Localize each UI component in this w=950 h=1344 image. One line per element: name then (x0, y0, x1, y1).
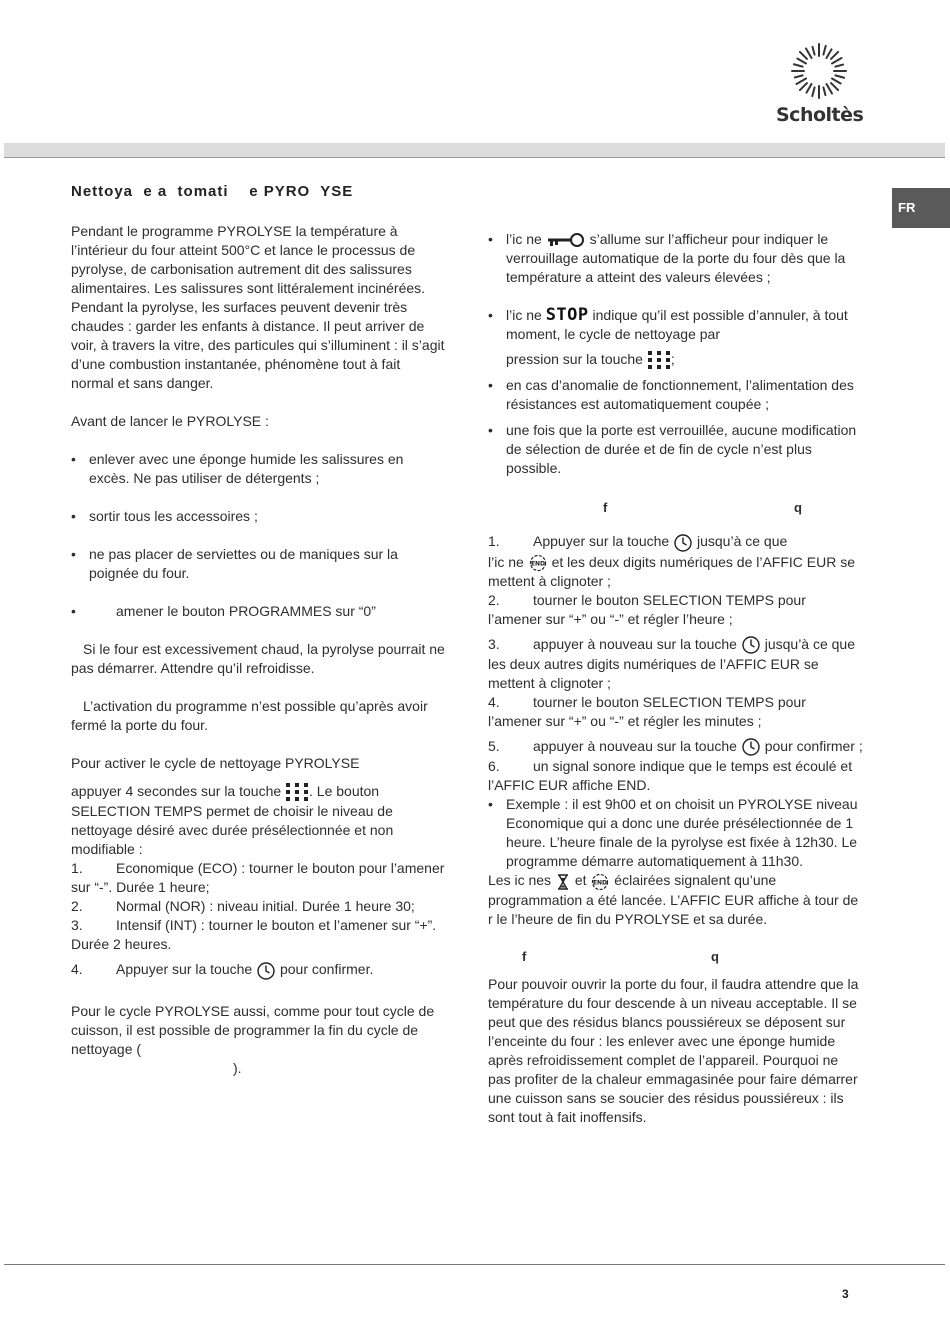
brand-logo (776, 40, 862, 130)
end-clock-icon (528, 554, 548, 572)
step-text: et les deux digits numériques de l’AFFIC EUR se mettent à clignoter ; (488, 553, 856, 589)
header-bar (4, 143, 945, 158)
step-text: un signal sonore indique que le temps est écoulé et l’AFFIC EUR affiche END. (488, 758, 853, 794)
bullet-item: • sortir tous les accessoires ; (71, 507, 446, 526)
program-paragraph: Pour le cycle PYROLYSE aussi, comme pour tout cycle de cuisson, il est possible de programmer la fin du cycle de nettoyage ( (71, 1002, 435, 1057)
language-tab: FR (892, 188, 950, 228)
step-item (488, 635, 863, 693)
activate-heading: Pour activer le cycle de nettoyage PYROLYSE (71, 755, 360, 771)
step-number: 4. (488, 694, 500, 711)
subheading (488, 947, 863, 966)
intro-paragraph: Pendant le programme PYROLYSE la température à l’intérieur du four atteint 500°C et lance le processus de pyrolyse, de carbonisation autrement dit des salissures alimentaires. Les salissures sont littéralement incinérées. (71, 223, 426, 296)
step-number: 1. (488, 533, 500, 550)
subheading-fragment: f (522, 948, 527, 964)
clock-icon (256, 961, 276, 981)
level-item (71, 916, 446, 954)
step-number: 5. (488, 738, 500, 755)
svg-text:END: END (530, 560, 545, 568)
text-fragment: ; (670, 351, 675, 367)
step-number: 2. (71, 898, 83, 915)
page-number: 3 (842, 1287, 849, 1301)
text-fragment: . Le bouton SELECTION TEMPS permet de choisir le niveau de nettoyage désiré avec durée présélectionnée et non modifiable : (71, 783, 394, 858)
bullet-continuation (488, 350, 863, 370)
program-paragraph-end: ). (233, 1059, 242, 1076)
step-number: 2. (488, 591, 500, 608)
step-number: 4. (71, 961, 83, 978)
clock-icon (741, 635, 761, 655)
step-number: 6. (488, 758, 500, 775)
text-fragment: l’ic ne (506, 307, 542, 323)
bullet-item: • ne pas placer de serviettes ou de maniques sur la poignée du four. (71, 545, 446, 583)
text-fragment: et (574, 872, 587, 889)
text-fragment: l’ic ne (506, 231, 542, 247)
svg-text:END: END (593, 879, 608, 887)
text-fragment: indique qu’il est possible d’annuler, à tout moment, le cycle de nettoyage par (506, 307, 848, 342)
icons-paragraph (488, 871, 863, 928)
warning-note: L’activation du programme n’est possible qu’après avoir fermé la porte du four. (71, 698, 428, 733)
text-fragment: pression sur la touche (506, 351, 643, 367)
step-text: tourner le bouton SELECTION TEMPS pour l’amener sur “+” ou “-” et régler les minutes ; (488, 694, 806, 730)
text-fragment: s’allume sur l’afficheur pour indiquer le verrouillage automatique de la porte du four dès que la température a atteint des valeurs élevées ; (506, 231, 846, 285)
right-column (488, 230, 863, 1127)
example-item: • Exemple : il est 9h00 et on choisit un PYROLYSE niveau Economique qui a donc une durée présélectionnée de 1 heure. L’heure finale de la pyrolyse est fixée à 12h30. Le programme démarre automatiquement à 11h30. (488, 795, 863, 871)
step-text: Normal (NOR) : niveau initial. Durée 1 heure 30; (116, 898, 415, 915)
clock-icon (741, 737, 761, 757)
level-item (71, 897, 446, 916)
subheading-fragment: f (603, 500, 608, 516)
key-lock-icon (546, 232, 586, 248)
section-title: Nettoya e a tomati e PYRO YSE (71, 183, 354, 200)
step-text: pour confirmer ; (764, 738, 863, 755)
final-paragraph: Pour pouvoir ouvrir la porte du four, il faudra attendre que la température du four descende à un niveau acceptable. Il se peut que des résidus blancs poussiéreux se déposent sur l’enceinte du four : les enlever avec une éponge humide après refroidissement complet de l’appareil. Pourquoi ne pas profiter de la chaleur emmagasinée pour faire démarrer une cuisson sans se soucier des résidus poussiéreux : ils sont tout à fait inoffensifs. (488, 975, 859, 1125)
sun-burst-icon (776, 40, 862, 102)
before-heading: Avant de lancer le PYROLYSE : (71, 413, 269, 429)
step-text: pour confirmer. (279, 961, 374, 978)
bullet-item: • en cas d’anomalie de fonctionnement, l’alimentation des résistances est automatiquement coupée ; (488, 376, 863, 414)
hourglass-icon (555, 873, 571, 891)
step-item (488, 591, 863, 629)
step-item (488, 693, 863, 731)
bullet-item: • enlever avec une éponge humide les salissures en excès. Ne pas utiliser de détergents ; (71, 450, 446, 488)
step-text: jusqu’à ce que (696, 533, 788, 550)
warning-note: Si le four est excessivement chaud, la pyrolyse pourrait ne pas démarrer. Attendre qu’il refroidisse. (71, 641, 445, 676)
footer-divider (4, 1264, 945, 1265)
step-text: jusqu’à ce que les deux autres digits numériques de l’AFFIC EUR se mettent à clignoter ; (488, 635, 856, 692)
step-number: 3. (71, 917, 83, 934)
step-text: appuyer à nouveau sur la touche (533, 738, 737, 755)
grid-dots-icon (285, 782, 309, 802)
bullet-item (488, 230, 863, 287)
left-column (71, 222, 446, 1078)
step-text: Appuyer sur la touche (116, 961, 253, 978)
step-text: tourner le bouton SELECTION TEMPS pour l’amener sur “+” ou “-” et régler l’heure ; (488, 591, 806, 627)
step-number: 3. (488, 635, 500, 652)
text-fragment: Les ic nes (488, 872, 552, 889)
step-text: Intensif (INT) : tourner le bouton et l’amener sur “+”. Durée 2 heures. (71, 917, 437, 953)
intro-paragraph: Pendant la pyrolyse, les surfaces peuvent devenir très chaudes : garder les enfants à distance. Il peut arriver de voir, à travers la vitre, des particules qui s’illuminent : il s’agit d’une combustion instantanée, phénomène tout à fait normal et sans danger. (71, 299, 445, 391)
level-item (71, 859, 446, 897)
text-fragment: appuyer 4 secondes sur la touche (71, 783, 282, 799)
step-text: appuyer à nouveau sur la touche (533, 635, 737, 652)
text-fragment: éclairées signalent qu’une programmation a été lancée. L’AFFIC EUR affiche à tour de r le l’heure de fin du PYROLYSE et sa durée. (488, 872, 859, 927)
stop-icon: STOP (545, 305, 589, 325)
step-item (488, 532, 863, 591)
subheading-fragment: q (794, 500, 802, 516)
activate-paragraph (71, 782, 446, 859)
step-text: Appuyer sur la touche (533, 533, 670, 550)
bullet-item: • une fois que la porte est verrouillée, aucune modification de sélection de durée et de fin de cycle n’est plus possible. (488, 421, 863, 478)
bullet-item (488, 306, 863, 344)
level-item (71, 960, 446, 980)
step-text: Economique (ECO) : tourner le bouton pour l’amener sur “-”. Durée 1 heure; (71, 860, 445, 896)
subheading-fragment: q (711, 948, 719, 964)
step-item (488, 757, 863, 795)
brand-name: Scholtès (776, 104, 864, 126)
bullet-item: • amener le bouton PROGRAMMES sur “0” (71, 602, 446, 621)
step-number: 1. (71, 860, 83, 877)
grid-dots-icon (647, 350, 671, 370)
end-clock-icon (590, 873, 610, 891)
step-item (488, 737, 863, 757)
clock-icon (673, 533, 693, 553)
step-text: l’ic ne (488, 553, 524, 570)
subheading (488, 498, 863, 517)
